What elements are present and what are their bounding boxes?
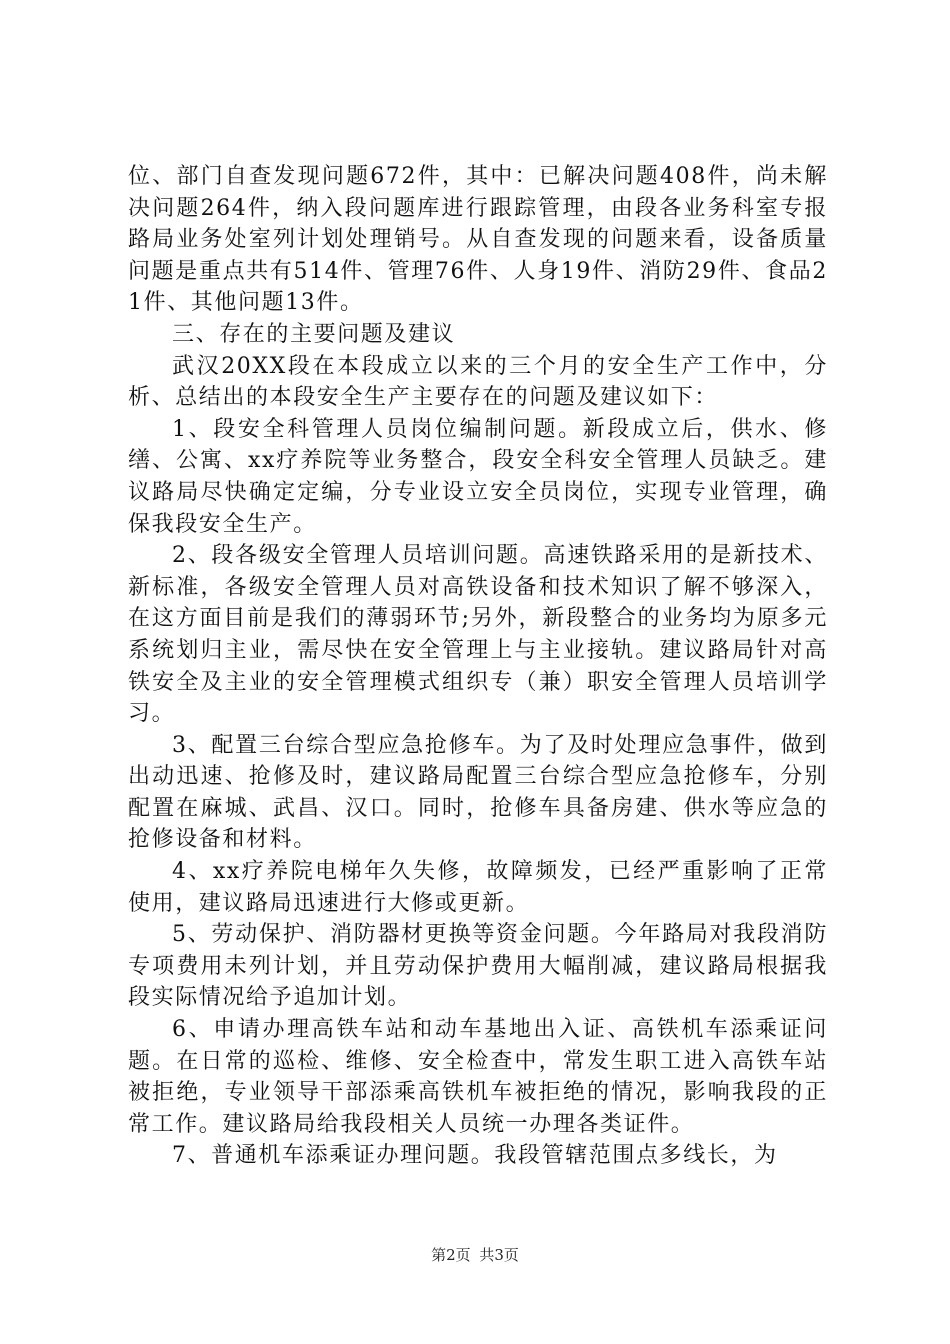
paragraph-continued: 位、部门自查发现问题672件，其中：已解决问题408件，尚未解决问题264件，纳入段问题库进行跟踪管理，由段各业务科室专报路局业务处室列计划处理销号。从自查发现的问题来看，设备质量问题是重点共有514件、管理76件、人身19件、消防29件、食品21件、其他问题13件。 xyxy=(128,164,828,316)
paragraph-intro: 武汉20XX段在本段成立以来的三个月的安全生产工作中，分析、总结出的本段安全生产主要存在的问题及建议如下： xyxy=(128,353,828,411)
paragraph-item-5: 5、劳动保护、消防器材更换等资金问题。今年路局对我段消防专项费用未列计划，并且劳动保护费用大幅削减，建议路局根据我段实际情况给予追加计划。 xyxy=(128,922,828,1011)
paragraph-item-4: 4、xx疗养院电梯年久失修，故障频发，已经严重影响了正常使用，建议路局迅速进行大修或更新。 xyxy=(128,859,828,916)
paragraph-item-1: 1、段安全科管理人员岗位编制问题。新段成立后，供水、修缮、公寓、xx疗养院等业务整合，段安全科安全管理人员缺乏。建议路局尽快确定定编，分专业设立安全员岗位，实现专业管理，确保我段安全生产。 xyxy=(128,416,828,537)
page-total: 共3页 xyxy=(479,1246,519,1264)
section-heading: 三、存在的主要问题及建议 xyxy=(172,321,456,347)
page-footer xyxy=(0,1244,950,1265)
paragraph-item-2: 2、段各级安全管理人员培训问题。高速铁路采用的是新技术、新标准，各级安全管理人员对高铁设备和技术知识了解不够深入，在这方面目前是我们的薄弱环节;另外，新段整合的业务均为原多元系统划归主业，需尽快在安全管理上与主业接轨。建议路局针对高铁安全及主业的安全管理模式组织专（兼）职安全管理人员培训学习。 xyxy=(128,543,828,727)
paragraph-item-7: 7、普通机车添乘证办理问题。我段管辖范围点多线长，为 xyxy=(172,1143,778,1169)
page-number: 第2页 xyxy=(431,1246,471,1264)
paragraph-item-6: 6、申请办理高铁车站和动车基地出入证、高铁机车添乘证问题。在日常的巡检、维修、安全检查中，常发生职工进入高铁车站被拒绝，专业领导干部添乘高铁机车被拒绝的情况，影响我段的正常工作。建议路局给我段相关人员统一办理各类证件。 xyxy=(128,1017,828,1137)
document-body xyxy=(128,161,828,1172)
paragraph-item-3: 3、配置三台综合型应急抢修车。为了及时处理应急事件，做到出动迅速、抢修及时，建议路局配置三台综合型应急抢修车，分别配置在麻城、武昌、汉口。同时，抢修车具备房建、供水等应急的抢修设备和材料。 xyxy=(128,732,828,853)
